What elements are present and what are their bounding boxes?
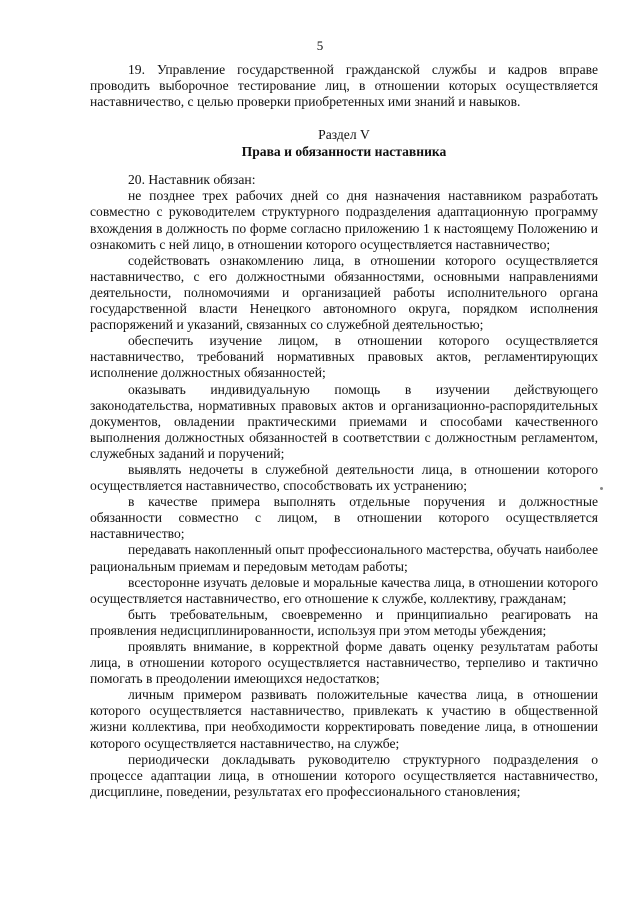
section-header	[90, 127, 598, 160]
document-body	[90, 62, 598, 800]
duty-item: не позднее трех рабочих дней со дня назначения наставником разработать совместно с руководителем структурного подразделения адаптационную программу вхождения в должность по форме согласно приложению 1 к настоящему Положению и ознакомить с ней лицо, в отношении которого осуществляется наставничество;	[90, 188, 598, 252]
duty-item: обеспечить изучение лицом, в отношении которого осуществляется наставничество, требований нормативных правовых актов, регламентирующих исполнение должностных обязанностей;	[90, 333, 598, 381]
duty-item: выявлять недочеты в служебной деятельности лица, в отношении которого осуществляется наставничество, способствовать их устранению;	[90, 461, 598, 494]
duty-item: всесторонне изучать деловые и моральные качества лица, в отношении которого осуществляется наставничество, его отношение к службе, коллективу, гражданам;	[90, 574, 598, 606]
section-heading: Права и обязанности наставника	[241, 144, 447, 160]
page-number: 5	[316, 38, 324, 53]
paragraph-20-intro: 20. Наставник обязан:	[128, 172, 256, 188]
section-label: Раздел V	[318, 127, 370, 143]
duty-item: периодически докладывать руководителю структурного подразделения о процессе адаптации лица, в отношении которого осуществляется наставничество, дисциплине, поведении, результатах его профессионального становления;	[90, 751, 598, 799]
duty-item: личным примером развивать положительные качества лица, в отношении которого осуществляется наставничество, привлекать к участию в общественной жизни коллектива, при необходимости корректировать поведение лица, в отношении которого осуществляется наставничество, на службе;	[90, 687, 598, 751]
paragraph-19: 19. Управление государственной гражданской службы и кадров вправе проводить выборочное тестирование лиц, в отношении которых осуществляется наставничество, с целью проверки приобретенных ими знаний и навыков.	[90, 62, 598, 110]
duty-item: быть требовательным, своевременно и принципиально реагировать на проявления недисциплинированности, используя при этом методы убеждения;	[90, 606, 598, 638]
duty-item: содействовать ознакомлению лица, в отношении которого осуществляется наставничество, с его должностными обязанностями, основными направлениями деятельности, полномочиями и организацией работы исполнительного органа государственной власти Ненецкого автономного округа, порядком исполнения распоряжений и указаний, связанных со служебной деятельностью;	[90, 252, 598, 333]
duty-item: в качестве примера выполнять отдельные поручения и должностные обязанности совместно с лицом, в отношении которого осуществляется наставничество;	[90, 494, 598, 542]
duty-item: передавать накопленный опыт профессионального мастерства, обучать наиболее рациональным приемам и передовым методам работы;	[90, 542, 598, 574]
duty-item: проявлять внимание, в корректной форме давать оценку результатам работы лица, в отношении которого осуществляется наставничество, терпеливо и тактично помогать в преодолении имеющихся недостатков;	[90, 639, 598, 687]
duty-item: оказывать индивидуальную помощь в изучении действующего законодательства, нормативных правовых актов и организационно-распорядительных документов, овладении практическими приемами и способами качественного выполнения должностных обязанностей в соответствии с должностным регламентом, служебных заданий и поручений;	[90, 381, 598, 461]
scan-speck	[600, 487, 603, 490]
